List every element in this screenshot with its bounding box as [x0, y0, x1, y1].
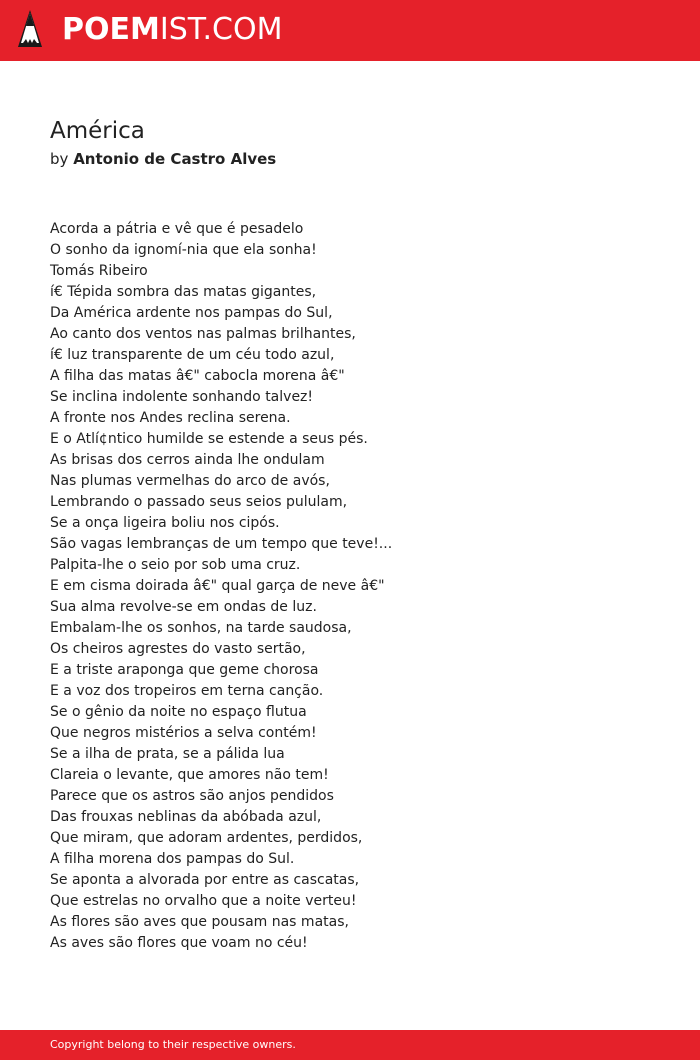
poem-line: í€ luz transparente de um céu todo azul, — [50, 347, 335, 363]
poem-line: Embalam-lhe os sonhos, na tarde saudosa, — [50, 620, 352, 636]
poem-line: Tomás Ribeiro — [50, 263, 148, 279]
poem-line: Parece que os astros são anjos pendidos — [50, 788, 334, 804]
poem-line: Acorda a pátria e vê que é pesadelo — [50, 221, 304, 237]
poem-line: í€ Tépida sombra das matas gigantes, — [50, 284, 317, 300]
poem-line: Se a ilha de prata, se a pálida lua — [50, 746, 285, 762]
poem-line: A fronte nos Andes reclina serena. — [50, 410, 291, 426]
poem-line: Da América ardente nos pampas do Sul, — [50, 305, 333, 321]
poem-body — [50, 219, 670, 954]
poem-byline — [50, 149, 276, 169]
site-header — [0, 0, 700, 61]
poem-line: O sonho da ignomí-nia que ela sonha! — [50, 242, 317, 258]
poem-line: E a voz dos tropeiros em terna canção. — [50, 683, 324, 699]
poem-line: Que negros mistérios a selva contém! — [50, 725, 317, 741]
site-footer — [0, 1030, 700, 1060]
poem-line: As brisas dos cerros ainda lhe ondulam — [50, 452, 325, 468]
poem-line: A filha morena dos pampas do Sul. — [50, 851, 295, 867]
site-logo-text[interactable] — [62, 12, 282, 48]
poem-line: Clareia o levante, que amores não tem! — [50, 767, 329, 783]
poem-line: Que miram, que adoram ardentes, perdidos, — [50, 830, 363, 846]
poem-line: Que estrelas no orvalho que a noite verteu! — [50, 893, 357, 909]
by-label: by — [50, 150, 69, 168]
copyright-notice: Copyright belong to their respective owners. — [50, 1038, 296, 1051]
poem-line: São vagas lembranças de um tempo que teve!... — [50, 536, 393, 552]
poem-title: América — [50, 118, 145, 144]
poem-line: Se inclina indolente sonhando talvez! — [50, 389, 314, 405]
poem-line: E a triste araponga que geme chorosa — [50, 662, 319, 678]
poem-line: Lembrando o passado seus seios pululam, — [50, 494, 348, 510]
poem-line: Ao canto dos ventos nas palmas brilhantes, — [50, 326, 356, 342]
poem-line: Se aponta a alvorada por entre as cascatas, — [50, 872, 360, 888]
poem-line: Se a onça ligeira boliu nos cipós. — [50, 515, 280, 531]
poem-line: As flores são aves que pousam nas matas, — [50, 914, 349, 930]
poem-line: As aves são flores que voam no céu! — [50, 935, 308, 951]
poem-line: E em cisma doirada â€" qual garça de neve â€" — [50, 578, 385, 594]
pencil-tip-icon[interactable] — [17, 9, 43, 52]
poem-line: E o Atlí¢ntico humilde se estende a seus pés. — [50, 431, 368, 447]
poem-line: Das frouxas neblinas da abóbada azul, — [50, 809, 322, 825]
poem-line: Sua alma revolve-se em ondas de luz. — [50, 599, 317, 615]
poem-line: Se o gênio da noite no espaço flutua — [50, 704, 307, 720]
brand-light: IST.COM — [159, 12, 283, 47]
poem-line: A filha das matas â€" cabocla morena â€" — [50, 368, 345, 384]
brand-bold: POEM — [62, 12, 160, 47]
poem-author: Antonio de Castro Alves — [73, 150, 277, 168]
poem-line: Nas plumas vermelhas do arco de avós, — [50, 473, 330, 489]
poem-line: Palpita-lhe o seio por sob uma cruz. — [50, 557, 301, 573]
poem-line: Os cheiros agrestes do vasto sertão, — [50, 641, 306, 657]
